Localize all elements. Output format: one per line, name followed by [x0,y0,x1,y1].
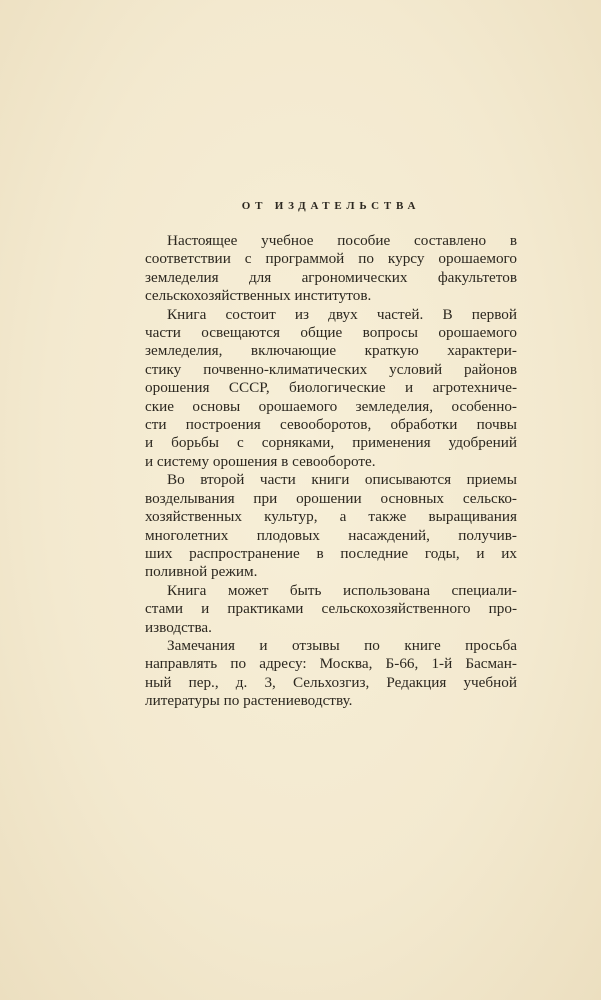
text-line: поливной режим. [145,563,258,581]
text-line: Книга может быть использована специали- [167,581,517,599]
text-line: и систему орошения в севообороте. [145,452,376,470]
paragraph-3 [145,471,517,581]
text-line: стами и практиками сельскохозяйственного про- [145,600,517,618]
text-line: возделывания при орошении основных сельско- [145,489,517,507]
text-line: Настоящее учебное пособие составлено в [167,232,517,249]
paragraph-5 [145,637,517,711]
text-line: земледелия, включающие краткую характери- [145,342,517,360]
text-line: стику почвенно-климатических условий районов [145,360,517,378]
text-line: и борьбы с сорняками, применения удобрений [145,434,517,452]
text-line: Книга состоит из двух частей. В первой [167,305,517,323]
text-line: ские основы орошаемого земледелия, особенно- [145,397,517,415]
text-line: Во второй части книги описываются приемы [167,471,517,489]
text-line: направлять по адресу: Москва, Б-66, 1-й Басман- [145,655,517,673]
text-line: изводства. [145,618,212,636]
text-line: сти построения севооборотов, обработки почвы [145,416,517,434]
section-heading: ОТ ИЗДАТЕЛЬСТВА [241,200,421,212]
text-line: Замечания и отзывы по книге просьба [167,636,517,654]
text-line: многолетних плодовых насаждений, получив- [145,526,517,544]
text-line: ших распространение в последние годы, и их [145,544,517,562]
text-line: хозяйственных культур, а также выращивания [145,508,517,526]
text-line: сельскохозяйственных институтов. [145,287,372,305]
text-line: части освещаются общие вопросы орошаемого [145,324,517,342]
text-line: орошения СССР, биологические и агротехниче- [145,379,517,397]
text-line: земледелия для агрономических факультетов [145,268,517,286]
text-line: литературы по растениеводству. [145,692,353,710]
text-line: соответствии с программой по курсу орошаемого [145,250,517,268]
text-line: ный пер., д. 3, Сельхозгиз, Редакция учебной [145,673,517,691]
paragraph-4 [145,582,517,637]
paragraph-2 [145,306,517,472]
paragraph-1 [145,232,517,306]
body-text [145,232,517,711]
